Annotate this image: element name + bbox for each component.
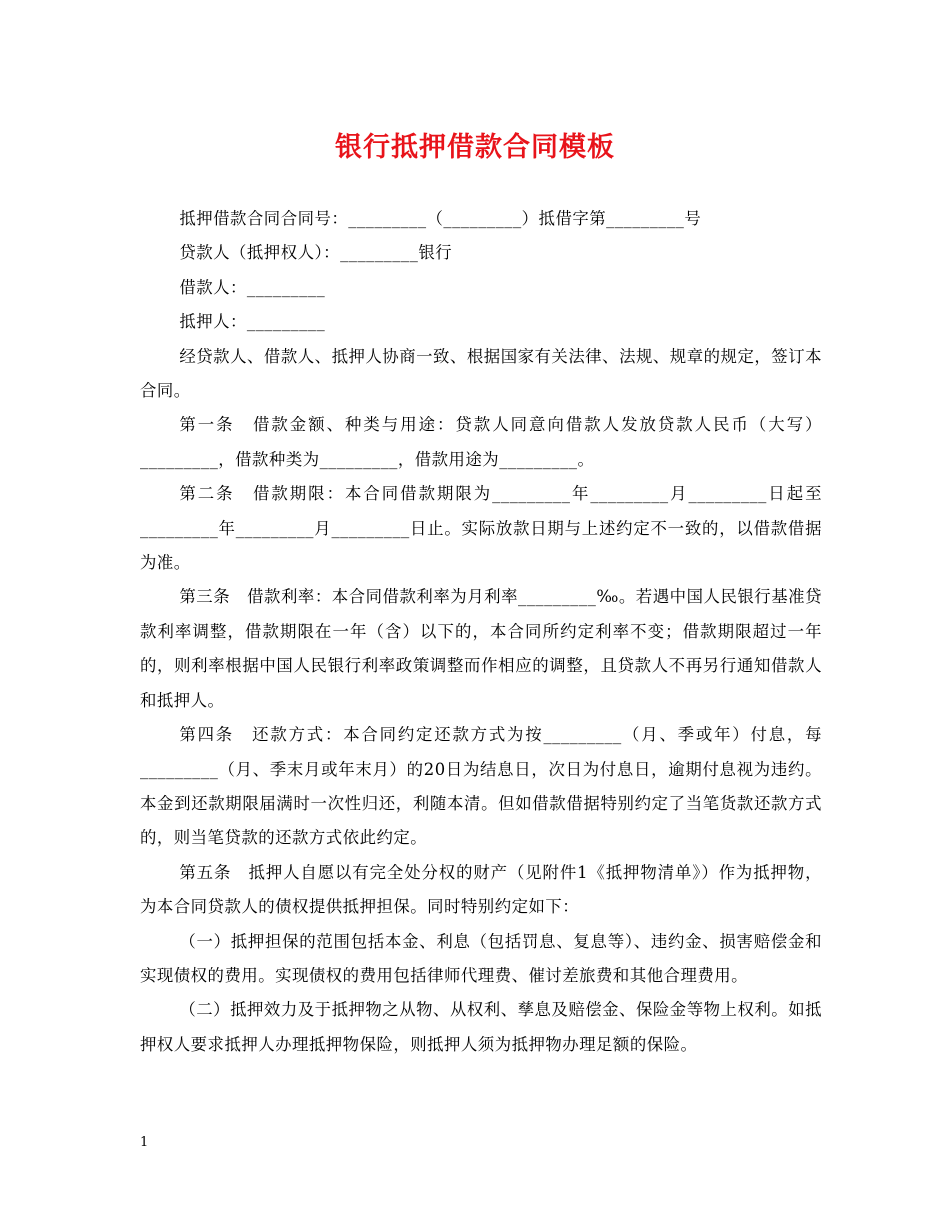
article-5: 第五条 抵押人自愿以有完全处分权的财产（见附件1《抵押物清单》）作为抵押物，为本合同贷款人的债权提供抵押担保。同时特别约定如下： xyxy=(140,862,822,917)
page-number: 1 xyxy=(140,1135,149,1150)
preamble-paragraph: 经贷款人、借款人、抵押人协商一致、根据国家有关法律、法规、规章的规定，签订本合同。 xyxy=(140,346,822,401)
article-5-clause-2: （二）抵押效力及于抵押物之从物、从权利、孳息及赔偿金、保险金等物上权利。如抵押权人要求抵押人办理抵押物保险，则抵押人须为抵押物办理足额的保险。 xyxy=(140,1000,822,1054)
article-5-clause-1: （一）抵押担保的范围包括本金、利息（包括罚息、复息等）、违约金、损害赔偿金和实现债权的费用。实现债权的费用包括律师代理费、催讨差旅费和其他合理费用。 xyxy=(140,931,822,985)
mortgagor-line: 抵押人：_________ xyxy=(179,312,326,332)
article-1: 第一条 借款金额、种类与用途：贷款人同意向借款人发放贷款人民币（大写）_________，借款种类为_________，借款用途为_________。 xyxy=(140,415,822,469)
article-3: 第三条 借款利率：本合同借款利率为月利率_________‰。若遇中国人民银行基准贷款利率调整，借款期限在一年（含）以下的，本合同所约定利率不变；借款期限超过一年的，则利率根据中国人民银行利率政策调整而作相应的调整，且贷款人不再另行通知借款人和抵押人。 xyxy=(140,587,822,710)
contract-body xyxy=(140,202,822,1062)
contract-number-line: 抵押借款合同合同号：_________（_________）抵借字第_________号 xyxy=(179,209,702,228)
lender-line: 贷款人（抵押权人）：_________银行 xyxy=(179,243,453,263)
borrower-line: 借款人：_________ xyxy=(179,277,326,297)
document-title: 银行抵押借款合同模板 xyxy=(335,132,615,163)
article-4: 第四条 还款方式：本合同约定还款方式为按_________（月、季或年）付息，每_________（月、季末月或年末月）的20日为结息日，次日为付息日，逾期付息视为违约。本金到还款期限届满时一次性归还，利随本清。但如借款借据特别约定了当笔货款还款方式的，则当笔贷款的还款方式依此约定。 xyxy=(140,725,822,848)
article-2: 第二条 借款期限：本合同借款期限为_________年_________月_________日起至_________年_________月_________日止。实际放款日期与上述约定不一致的，以借款借据为准。 xyxy=(140,484,822,573)
